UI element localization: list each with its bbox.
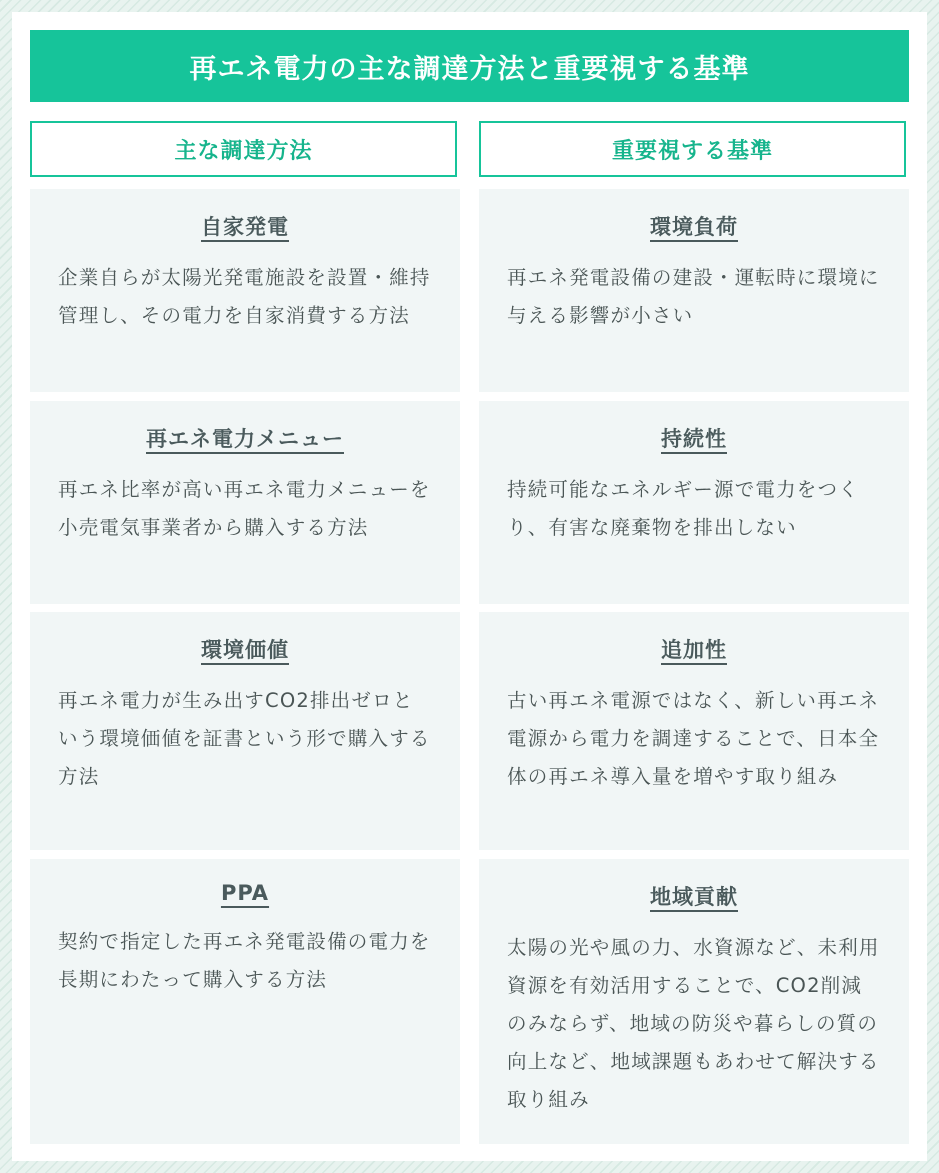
method-card-environmental-value [30, 612, 460, 850]
column-header-criteria: 重要視する基準 [479, 121, 906, 177]
column-header-methods: 主な調達方法 [30, 121, 457, 177]
method-card-title: 環境価値 [201, 638, 289, 662]
criteria-card-regional-contribution [479, 859, 909, 1144]
method-card-renewable-menu [30, 401, 460, 604]
page-title: 再エネ電力の主な調達方法と重要視する基準 [30, 30, 909, 102]
method-card-body: 契約で指定した再エネ発電設備の電力を長期にわたって購入する方法 [58, 930, 431, 991]
criteria-card-title: 持続性 [661, 427, 727, 451]
method-card-body: 再エネ比率が高い再エネ電力メニューを小売電気事業者から購入する方法 [58, 478, 431, 539]
method-card-title: 再エネ電力メニュー [146, 427, 344, 451]
criteria-card-environmental-load [479, 189, 909, 392]
method-card-title: PPA [220, 881, 270, 905]
method-card-title: 自家発電 [201, 215, 289, 239]
criteria-card-body: 太陽の光や風の力、水資源など、未利用資源を有効活用することで、CO2削減のみならず、地域の防災や暮らしの質の向上など、地域課題もあわせて解決する取り組み [507, 936, 880, 1111]
criteria-card-additionality [479, 612, 909, 850]
method-card-body: 企業自らが太陽光発電施設を設置・維持管理し、その電力を自家消費する方法 [58, 266, 431, 327]
criteria-card-body: 古い再エネ電源ではなく、新しい再エネ電源から電力を調達することで、日本全体の再エネ導入量を増やす取り組み [507, 689, 880, 788]
criteria-card-body: 再エネ発電設備の建設・運転時に環境に与える影響が小さい [507, 266, 880, 327]
method-card-ppa [30, 859, 460, 1144]
criteria-card-title: 追加性 [661, 638, 727, 662]
criteria-card-title: 環境負荷 [650, 215, 738, 239]
method-card-body: 再エネ電力が生み出すCO2排出ゼロという環境価値を証書という形で購入する方法 [58, 689, 431, 788]
criteria-card-sustainability [479, 401, 909, 604]
method-card-self-generation [30, 189, 460, 392]
criteria-card-title: 地域貢献 [650, 885, 738, 909]
criteria-card-body: 持続可能なエネルギー源で電力をつくり、有害な廃棄物を排出しない [507, 478, 859, 539]
